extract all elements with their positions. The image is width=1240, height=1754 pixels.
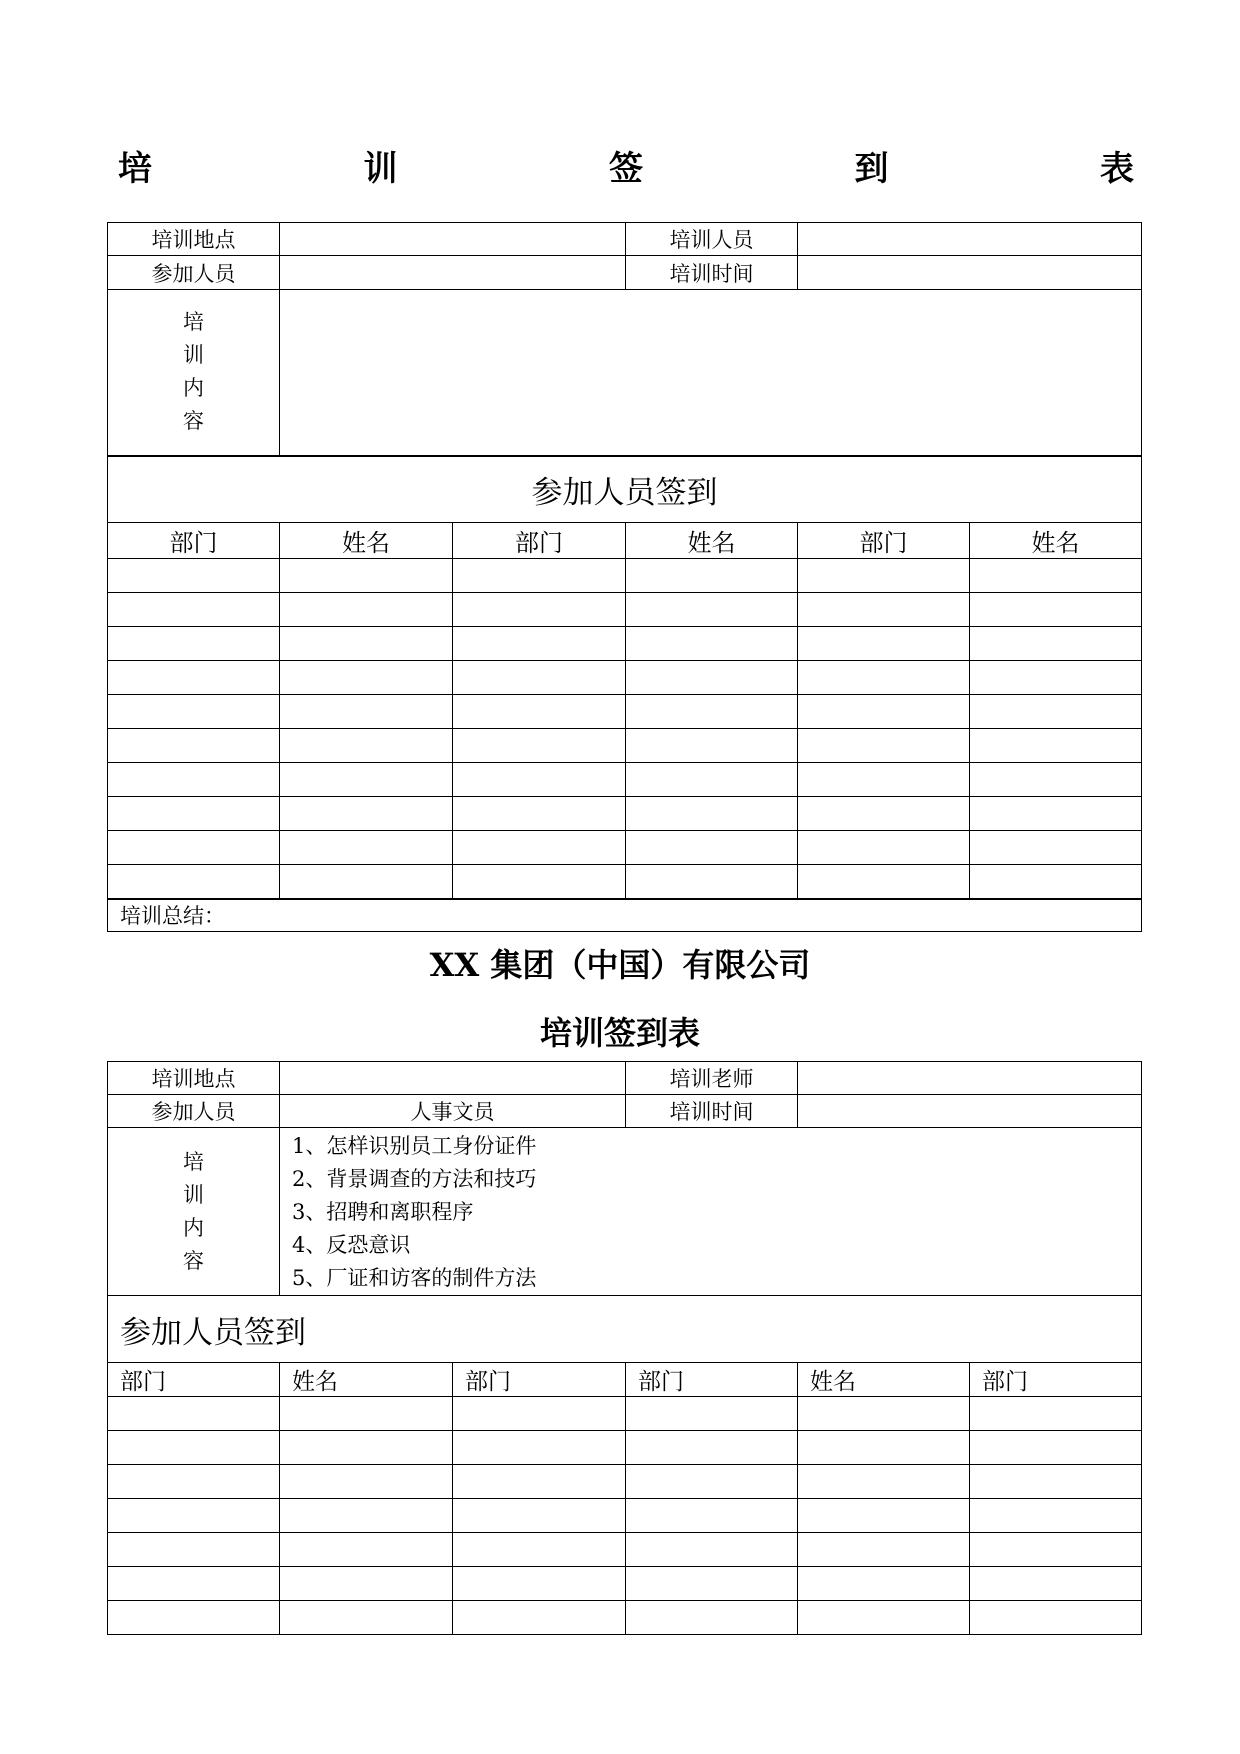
signin-cell[interactable] [108,627,280,661]
signin-cell[interactable] [626,1431,798,1465]
signin-cell[interactable] [970,661,1142,695]
signin-cell[interactable] [280,695,453,729]
column-header: 部门 [626,1363,798,1397]
content-label-char: 训 [183,1182,204,1207]
signin-row [108,695,1142,729]
signin-cell[interactable] [453,1567,626,1601]
signin-header-row [108,523,1142,559]
time-label: 培训时间 [626,256,798,290]
signin-cell[interactable] [798,1499,970,1533]
content-item: 1、怎样识别员工身份证件 [292,1134,537,1158]
signin-row [108,831,1142,865]
signin-row [108,1465,1142,1499]
signin-cell[interactable] [626,1601,798,1635]
attendees-field[interactable] [280,256,626,290]
attendees-label: 参加人员 [108,256,280,290]
content-item: 3、招聘和离职程序 [292,1200,474,1224]
signin-cell[interactable] [453,627,626,661]
signin-cell[interactable] [798,865,970,899]
signin-cell[interactable] [108,1431,280,1465]
signin-cell[interactable] [970,831,1142,865]
signin-cell[interactable] [108,661,280,695]
signin-cell[interactable] [798,593,970,627]
signin-cell[interactable] [280,865,453,899]
signin-cell[interactable] [108,729,280,763]
signin-cell[interactable] [798,763,970,797]
column-header: 姓名 [798,1363,970,1397]
signin-row [108,559,1142,593]
time-field[interactable] [798,256,1142,290]
signin-cell[interactable] [970,593,1142,627]
signin-cell[interactable] [280,1465,453,1499]
content-label-char: 内 [183,376,204,401]
signin-cell[interactable] [453,729,626,763]
content-item: 2、背景调查的方法和技巧 [292,1167,537,1191]
form1-title-char: 到 [854,148,889,189]
column-header: 部门 [453,523,626,559]
content-label [108,290,280,456]
company-name: XX 集团（中国）有限公司 [429,946,811,984]
signin-cell[interactable] [970,695,1142,729]
signin-cell[interactable] [970,1601,1142,1635]
attendees-field[interactable]: 人事文员 [280,1095,626,1128]
time-field[interactable] [798,1095,1142,1128]
signin-cell[interactable] [453,1601,626,1635]
content-field[interactable] [280,1128,1142,1296]
column-header: 部门 [970,1363,1142,1397]
summary-label: 培训总结： [108,899,1142,932]
signin-cell[interactable] [280,1601,453,1635]
signin-cell[interactable] [970,1465,1142,1499]
signin-cell[interactable] [108,797,280,831]
signin-cell[interactable] [626,763,798,797]
form1-title-char: 训 [363,148,398,189]
column-header: 姓名 [970,523,1142,559]
signin-cell[interactable] [453,831,626,865]
content-label-char: 培 [183,310,204,335]
signin-cell[interactable] [626,695,798,729]
signin-cell[interactable] [453,695,626,729]
signin-cell[interactable] [798,1465,970,1499]
signin-row [108,593,1142,627]
signin-cell[interactable] [970,865,1142,899]
signin-cell[interactable] [798,1601,970,1635]
signin-cell[interactable] [453,1499,626,1533]
signin-cell[interactable] [280,627,453,661]
column-header: 姓名 [280,523,453,559]
time-label: 培训时间 [626,1095,798,1128]
signin-row [108,627,1142,661]
signin-cell[interactable] [280,1397,453,1431]
signin-row [108,1431,1142,1465]
content-label-char: 培 [183,1149,204,1174]
signin-row [108,763,1142,797]
form1-title [118,140,1134,190]
signin-cell[interactable] [626,1465,798,1499]
content-label-char: 容 [183,1248,204,1273]
column-header: 部门 [798,523,970,559]
signin-cell[interactable] [798,627,970,661]
signin-cell[interactable] [108,1533,280,1567]
signin-cell[interactable] [798,1533,970,1567]
signin-heading: 参加人员签到 [108,456,1142,523]
form1-title-char: 表 [1100,148,1134,189]
signin-cell[interactable] [280,1533,453,1567]
signin-cell[interactable] [453,1465,626,1499]
content-label-char: 训 [183,343,204,368]
signin-cell[interactable] [626,1533,798,1567]
signin-cell[interactable] [280,831,453,865]
signin-cell[interactable] [626,661,798,695]
signin-cell[interactable] [798,1431,970,1465]
signin-row [108,797,1142,831]
signin-row [108,1567,1142,1601]
form1-title-char: 签 [609,148,643,189]
signin-cell[interactable] [970,763,1142,797]
signin-cell[interactable] [108,1499,280,1533]
signin-row [108,661,1142,695]
signin-cell[interactable] [626,559,798,593]
trainer-field[interactable] [798,223,1142,256]
content-item: 5、厂证和访客的制件方法 [292,1266,537,1290]
column-header: 部门 [108,1363,280,1397]
signin-cell[interactable] [626,1499,798,1533]
location-field[interactable] [280,1062,626,1095]
signin-cell[interactable] [626,797,798,831]
signin-cell[interactable] [626,865,798,899]
signin-cell[interactable] [970,1533,1142,1567]
signin-cell[interactable] [108,559,280,593]
signin-cell[interactable] [626,627,798,661]
signin-cell[interactable] [626,729,798,763]
signin-row [108,1533,1142,1567]
signin-row [108,1601,1142,1635]
signin-cell[interactable] [626,1397,798,1431]
trainer-label: 培训老师 [626,1062,798,1095]
content-item: 4、反恐意识 [292,1233,411,1257]
signin-cell[interactable] [798,661,970,695]
content-field[interactable] [280,290,1142,456]
signin-cell[interactable] [970,1567,1142,1601]
signin-cell[interactable] [970,1397,1142,1431]
signin-cell[interactable] [453,661,626,695]
signin-cell[interactable] [970,1499,1142,1533]
signin-cell[interactable] [453,763,626,797]
form1-title-char: 培 [118,148,152,189]
signin-cell[interactable] [626,831,798,865]
signin-row [108,729,1142,763]
column-header: 姓名 [626,523,798,559]
signin-cell[interactable] [453,1397,626,1431]
signin-cell[interactable] [108,831,280,865]
signin-cell[interactable] [453,865,626,899]
signin-cell[interactable] [453,797,626,831]
signin-cell[interactable] [798,729,970,763]
signin-cell[interactable] [280,1431,453,1465]
form1-info-table [107,222,1142,932]
trainer-field[interactable] [798,1062,1142,1095]
signin-cell[interactable] [108,1465,280,1499]
column-header: 部门 [453,1363,626,1397]
signin-cell[interactable] [280,661,453,695]
trainer-label: 培训人员 [626,223,798,256]
column-header: 部门 [108,523,280,559]
content-label-char: 容 [183,409,204,434]
signin-cell[interactable] [798,695,970,729]
signin-cell[interactable] [453,1533,626,1567]
signin-row [108,865,1142,899]
signin-cell[interactable] [280,1567,453,1601]
signin-cell[interactable] [280,559,453,593]
signin-cell[interactable] [626,593,798,627]
signin-header-row [108,1363,1142,1397]
signin-cell[interactable] [798,1567,970,1601]
signin-cell[interactable] [970,1431,1142,1465]
signin-cell[interactable] [280,593,453,627]
signin-row [108,1499,1142,1533]
signin-cell[interactable] [280,763,453,797]
location-label: 培训地点 [108,1062,280,1095]
signin-cell[interactable] [970,627,1142,661]
signin-cell[interactable] [626,1567,798,1601]
signin-cell[interactable] [798,831,970,865]
column-header: 姓名 [280,1363,453,1397]
signin-cell[interactable] [798,1397,970,1431]
signin-cell[interactable] [280,797,453,831]
signin-cell[interactable] [108,865,280,899]
signin-cell[interactable] [798,559,970,593]
signin-cell[interactable] [798,797,970,831]
signin-cell[interactable] [453,1431,626,1465]
attendees-label: 参加人员 [108,1095,280,1128]
content-label-char: 内 [183,1215,204,1240]
signin-row [108,1397,1142,1431]
location-label: 培训地点 [108,223,280,256]
signin-cell[interactable] [108,695,280,729]
signin-cell[interactable] [280,729,453,763]
signin-cell[interactable] [108,1567,280,1601]
signin-cell[interactable] [108,1601,280,1635]
content-label [108,1128,280,1296]
signin-cell[interactable] [108,593,280,627]
signin-cell[interactable] [970,797,1142,831]
signin-cell[interactable] [970,559,1142,593]
signin-heading: 参加人员签到 [108,1296,1142,1363]
signin-cell[interactable] [453,593,626,627]
signin-cell[interactable] [108,1397,280,1431]
signin-cell[interactable] [108,763,280,797]
signin-cell[interactable] [970,729,1142,763]
signin-cell[interactable] [280,1499,453,1533]
form2-info-table [107,1061,1142,1635]
signin-cell[interactable] [453,559,626,593]
location-field[interactable] [280,223,626,256]
form2-title: 培训签到表 [539,1014,700,1052]
